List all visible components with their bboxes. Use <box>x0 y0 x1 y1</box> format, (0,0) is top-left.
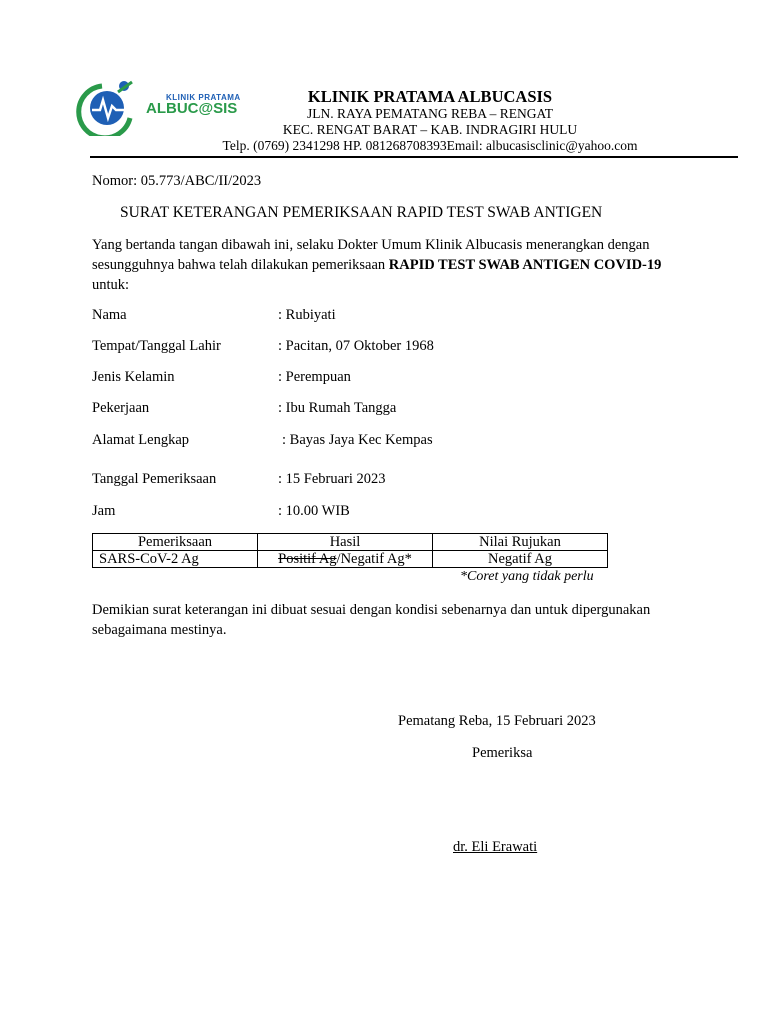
field-label-nama: Nama <box>92 307 127 323</box>
field-value-jk: : Perempuan <box>278 369 351 385</box>
field-value-jam: : 10.00 WIB <box>278 503 350 519</box>
signature-place-date: Pematang Reba, 15 Februari 2023 <box>398 713 596 729</box>
address-line-1: JLN. RAYA PEMATANG REBA – RENGAT <box>307 106 553 121</box>
table-row <box>93 551 608 568</box>
signature-name: dr. Eli Erawati <box>453 839 538 855</box>
reference-cell: Negatif Ag <box>433 551 608 568</box>
result-cell <box>258 551 433 568</box>
results-table <box>92 533 608 568</box>
field-value-pekerjaan: : Ibu Rumah Tangga <box>278 400 397 416</box>
field-value-ttl: : Pacitan, 07 Oktober 1968 <box>278 338 434 354</box>
test-name-cell: SARS-CoV-2 Ag <box>93 551 258 568</box>
table-header-row <box>93 534 608 551</box>
field-value-tanggal: : 15 Februari 2023 <box>278 471 386 487</box>
table-note: *Coret yang tidak perlu <box>460 569 594 584</box>
logo-small-text: KLINIK PRATAMA <box>166 93 241 102</box>
logo-brand-text: ALBUC@SIS <box>146 100 238 117</box>
field-label-alamat: Alamat Lengkap <box>92 432 190 448</box>
result-text: /Negatif Ag* <box>336 551 412 567</box>
field-label-ttl: Tempat/Tanggal Lahir <box>92 338 221 354</box>
letter-title: SURAT KETERANGAN PEMERIKSAAN RAPID TEST SWAB ANTIGEN <box>120 204 603 221</box>
intro-text-2: untuk: <box>92 277 130 293</box>
intro-bold-text: RAPID TEST SWAB ANTIGEN COVID-19 <box>388 257 662 273</box>
signature-role: Pemeriksa <box>472 745 533 761</box>
field-label-pekerjaan: Pekerjaan <box>92 400 150 416</box>
intro-paragraph <box>92 235 662 295</box>
table-header-cell: Pemeriksaan <box>93 534 258 551</box>
contact-line: Telp. (0769) 2341298 HP. 081268708393Email: albucasisclinic@yahoo.com <box>222 138 638 153</box>
address-line-2: KEC. RENGAT BARAT – KAB. INDRAGIRI HULU <box>282 122 578 137</box>
result-struck-text: Positif Ag <box>278 551 337 567</box>
intro-text-1: Yang bertanda tangan dibawah ini, selaku Dokter Umum Klinik Albucasis menerangkan dengan sesungguhnya bahwa telah dilakukan pemeriksaan <box>92 237 650 273</box>
field-value-nama: : Rubiyati <box>278 307 336 323</box>
closing-paragraph: Demikian surat keterangan ini dibuat sesuai dengan kondisi sebenarnya dan untuk dipergunakan sebagaimana mestinya. <box>92 602 651 638</box>
field-label-jam: Jam <box>92 503 116 519</box>
table-header-cell: Nilai Rujukan <box>433 534 608 551</box>
clinic-name: KLINIK PRATAMA ALBUCASIS <box>307 87 553 106</box>
field-label-jk: Jenis Kelamin <box>92 369 175 385</box>
field-value-alamat: : Bayas Jaya Kec Kempas <box>282 432 433 448</box>
letter-number: Nomor: 05.773/ABC/II/2023 <box>92 173 262 189</box>
header-divider <box>90 156 738 158</box>
field-label-tanggal: Tanggal Pemeriksaan <box>92 471 217 487</box>
table-header-cell: Hasil <box>258 534 433 551</box>
